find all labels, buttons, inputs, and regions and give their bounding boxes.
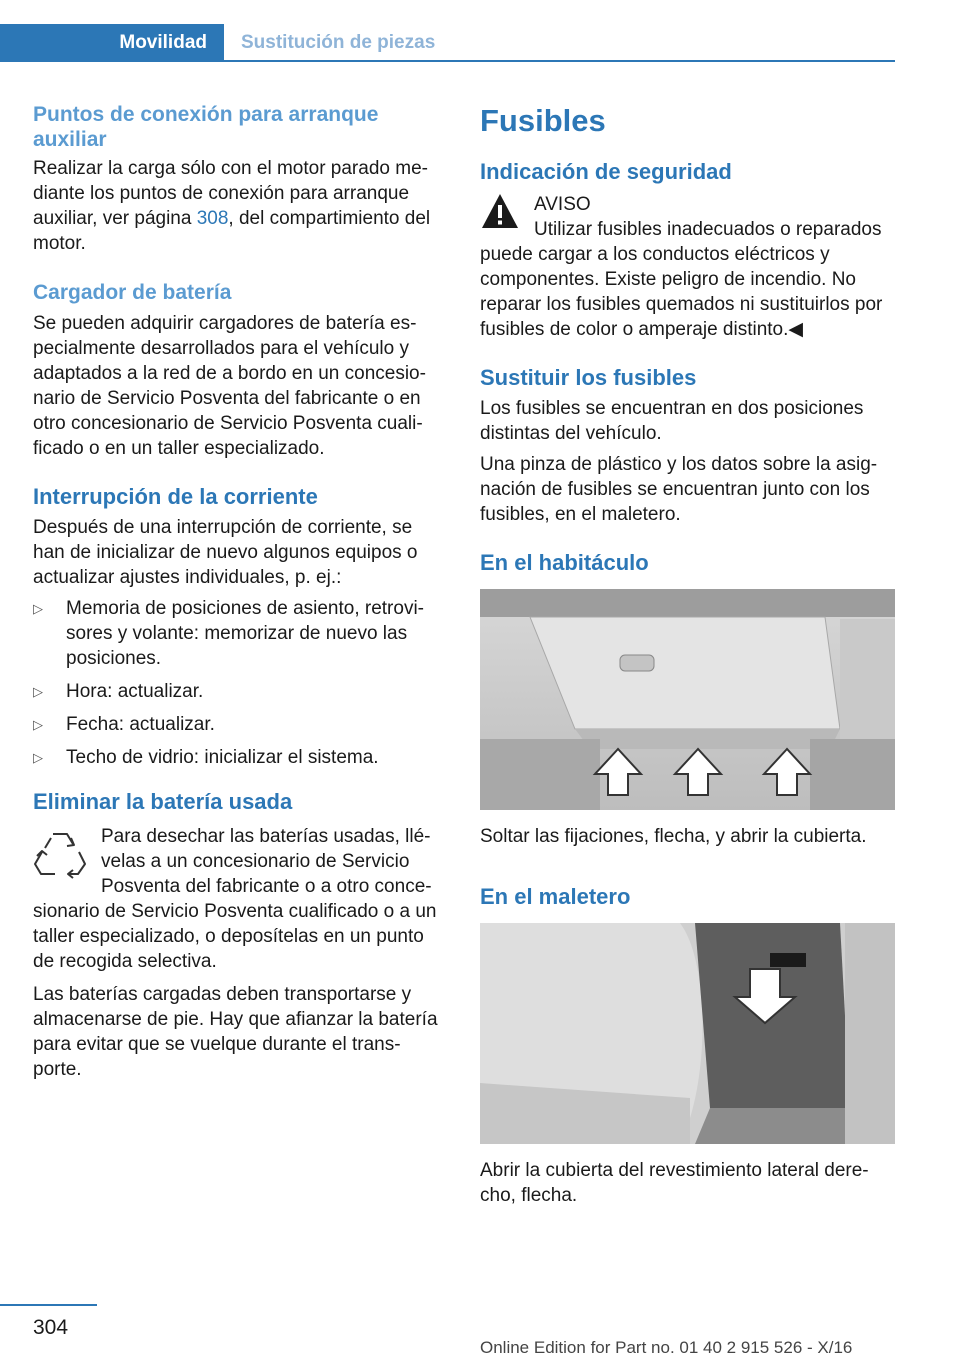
- page-number: 304: [33, 1316, 69, 1339]
- list-item: [33, 596, 445, 671]
- list-item-text: Hora: actualizar.: [66, 681, 204, 702]
- list-item: [33, 679, 445, 704]
- paragraph-fuse-clip: Una pinza de plástico y los datos sobre la asig‐nación de fusibles se encuentran junto con los fusibles, en el maletero.: [480, 454, 878, 525]
- recycling-block: [33, 824, 445, 974]
- paragraph-battery-charger: Se pueden adquirir cargadores de batería es‐pecialmente desarrollados para el vehículo y adaptados a la red de a bordo en un concesio‐nario de Servicio Posventa del fabricante o en otro concesionario de Servicio Posventa cuali‐ficado o en un taller especializado.: [33, 313, 426, 459]
- photo-trunk-panel: [480, 923, 895, 1144]
- triangle-bullet-icon: ▷: [33, 684, 43, 699]
- right-column: [480, 102, 898, 1208]
- page-header: [0, 0, 960, 62]
- triangle-bullet-icon: ▷: [33, 601, 43, 616]
- warning-label: AVISO: [534, 194, 591, 215]
- list-item: [33, 745, 445, 770]
- list-item-text: Fecha: actualizar.: [66, 714, 215, 735]
- paragraph-power-interruption: Después de una interrupción de corriente, se han de inicializar de nuevo algunos equipos o actualizar ajustes individuales, p. ej.:: [33, 517, 418, 588]
- recycling-icon: [33, 826, 87, 885]
- warning-block: [480, 192, 898, 342]
- heading-jump-start-points: Puntos de conexión para arranque auxiliar: [33, 103, 379, 151]
- list-item-text: Techo de vidrio: inicializar el sistema.: [66, 747, 379, 768]
- triangle-bullet-icon: ▷: [33, 717, 43, 732]
- warning-triangle-icon: [480, 192, 520, 237]
- edition-footer: Online Edition for Part no. 01 40 2 915 526 - X/16: [480, 1338, 853, 1357]
- footer-rule: [0, 1304, 97, 1306]
- header-rule: [224, 60, 895, 62]
- subsection-label: Sustitución de piezas: [241, 32, 436, 53]
- photo-glovebox-area: [480, 589, 895, 810]
- caption-trunk: Abrir la cubierta del revestimiento lateral dere‐cho, flecha.: [480, 1160, 869, 1206]
- heading-battery-charger: Cargador de batería: [33, 281, 232, 304]
- heading-fuses: Fusibles: [480, 103, 606, 138]
- heading-safety-notice: Indicación de seguridad: [480, 159, 732, 184]
- heading-dispose-battery: Eliminar la batería usada: [33, 789, 293, 814]
- heading-trunk: En el maletero: [480, 884, 631, 909]
- triangle-bullet-icon: ▷: [33, 750, 43, 765]
- text-run: , del compartimiento del motor.: [33, 208, 431, 254]
- paragraph-dispose-battery: Para desechar las baterías usadas, llé‐velas a un concesionario de Servicio Posventa del fabricante o a otro conce‐sionario de Servicio Posventa cualificado o a un taller especializado, o deposítelas en un punto de recogida selectiva.: [33, 826, 437, 972]
- paragraph-warning: Utilizar fusibles inadecuados o reparados puede cargar a los conductos eléctricos y componentes. Existe peligro de incendio. No reparar los fusibles quemados ni sustituirlos por fusibles de color o amperaje distinto.◀: [480, 219, 883, 340]
- page-link-308[interactable]: 308: [196, 208, 229, 229]
- paragraph-fuse-locations: Los fusibles se encuentran en dos posiciones distintas del vehículo.: [480, 398, 864, 444]
- heading-cabin: En el habitáculo: [480, 550, 649, 575]
- left-column: [33, 102, 445, 1082]
- list-item-text: Memoria de posiciones de asiento, retrovi‐sores y volante: memorizar de nuevo las posiciones.: [66, 598, 425, 669]
- paragraph-jump-start: [33, 156, 445, 256]
- bullet-list: [33, 596, 445, 770]
- section-tab-movilidad: Movilidad: [0, 24, 224, 62]
- text-run: Realizar la carga sólo con el motor parado me‐diante los puntos de conexión para arranque auxiliar, ver página: [33, 158, 428, 229]
- paragraph-battery-transport: Las baterías cargadas deben transportarse y almacenarse de pie. Hay que afianzar la batería para evitar que se vuelque durante el trans‐porte.: [33, 984, 438, 1080]
- heading-power-interruption: Interrupción de la corriente: [33, 484, 318, 509]
- heading-replace-fuses: Sustituir los fusibles: [480, 365, 697, 390]
- caption-cabin: Soltar las fijaciones, flecha, y abrir la cubierta.: [480, 826, 867, 847]
- list-item: [33, 712, 445, 737]
